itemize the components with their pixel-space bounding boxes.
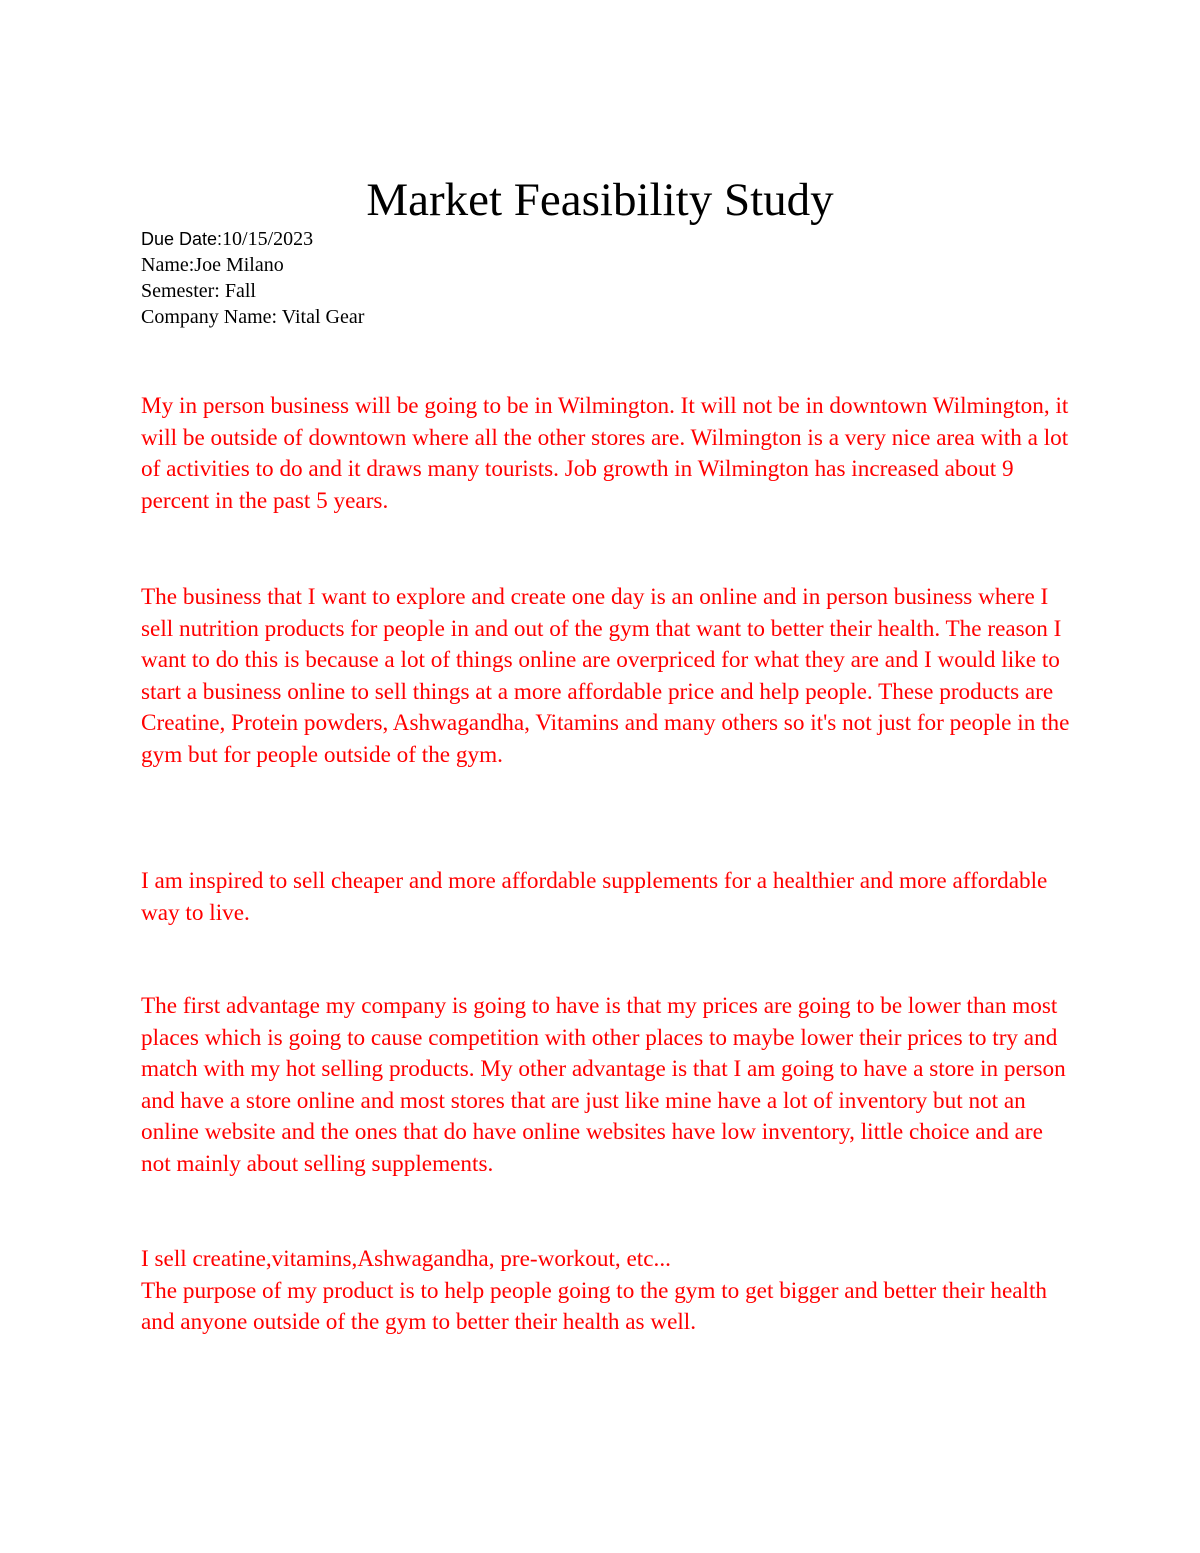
purpose-text: The purpose of my product is to help people going to the gym to get bigger and better their health and anyone outside of the gym to better their health as well.: [141, 1277, 1048, 1336]
due-date-line: [141, 226, 364, 252]
due-date-value: 10/15/2023: [222, 228, 314, 250]
paragraph-business-idea: The business that I want to explore and create one day is an online and in person business where I sell nutrition products for people in and out of the gym that want to better their health. The reason I want to do this is because a lot of things online are overpriced for what they are and I would like to start a business online to sell things at a more affordable price and help people. These products are Creatine, Protein powders, Ashwagandha, Vitamins and many others so it's not just for people in the gym but for people outside of the gym.: [141, 584, 1070, 768]
paragraph-inspiration: I am inspired to sell cheaper and more affordable supplements for a healthier and more affordable way to live.: [141, 868, 1048, 926]
page-title: Market Feasibility Study: [366, 174, 834, 226]
author-name: Name:Joe Milano: [141, 254, 284, 276]
paragraph-advantages: The first advantage my company is going to have is that my prices are going to be lower than most places which is going to cause competition with other places to maybe lower their prices to try and match with my hot selling products. My other advantage is that I am going to have a store in person and have a store online and most stores that are just like mine have a lot of inventory but not an online website and the ones that do have online websites have low inventory, little choice and are not mainly about selling supplements.: [141, 993, 1066, 1177]
company-name: Company Name: Vital Gear: [141, 306, 365, 328]
document-header-info: [141, 226, 364, 330]
paragraph-products: [141, 1244, 1071, 1339]
due-date-label: Due Date:: [141, 229, 223, 249]
products-line: I sell creatine,vitamins,Ashwagandha, pre-workout, etc...: [141, 1246, 671, 1272]
semester: Semester: Fall: [141, 280, 256, 302]
paragraph-location: My in person business will be going to be in Wilmington. It will not be in downtown Wilmington, it will be outside of downtown where all the other stores are. Wilmington is a very nice area with a lot of activities to do and it draws many tourists. Job growth in Wilmington has increased about 9 percent in the past 5 years.: [141, 393, 1069, 514]
